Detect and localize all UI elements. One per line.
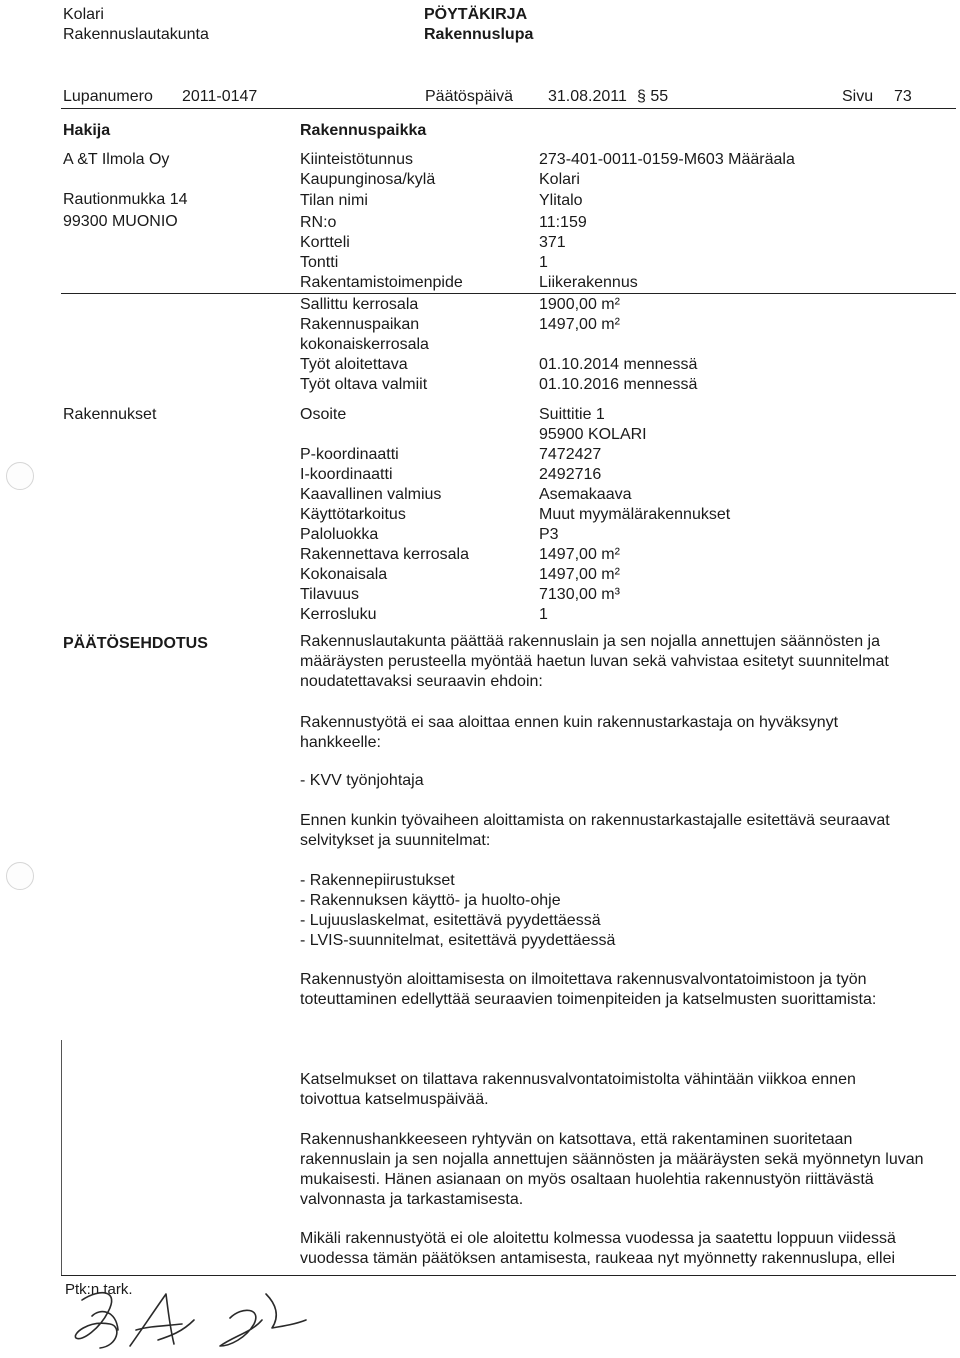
document-type: PÖYTÄKIRJA (424, 6, 528, 23)
site-label: Kortteli (300, 234, 350, 251)
building-label: Kaavallinen valmius (300, 486, 442, 503)
site-divider (61, 293, 956, 294)
board-name: Rakennuslautakunta (63, 26, 209, 43)
area-label: Työt aloitettava (300, 356, 408, 373)
permit-label: Lupanumero (63, 88, 153, 105)
list-item: - Lujuuslaskelmat, esitettävä pyydettäessä (300, 912, 601, 929)
punch-hole-bottom (6, 862, 34, 890)
site-label: Tontti (300, 254, 339, 271)
page-label: Sivu (842, 88, 874, 105)
building-value: 1 (539, 606, 548, 623)
decision-paragraph: Rakennushankkeeseen ryhtyvän on katsottava, että rakentaminen suoritetaan rakennuslain ja sen nojalla annettujen säännösten ja määräysten sekä myönnetyn luvan mukaisesti. Hänen asianaan on myös osaltaan huolehtia rakennustyön riittävästä valvonnasta ja tarkastamisesta. (300, 1131, 924, 1208)
site-label: Kiinteistötunnus (300, 151, 413, 168)
site-label: Tilan nimi (300, 192, 368, 209)
section-number: § 55 (637, 88, 669, 105)
site-value: 273-401-0011-0159-M603 Määräala (539, 151, 795, 168)
building-value: P3 (539, 526, 559, 543)
building-label: Käyttötarkoitus (300, 506, 406, 523)
site-heading: Rakennuspaikka (300, 122, 427, 139)
applicant-street: Rautionmukka 14 (63, 191, 188, 208)
building-value: Muut myymälärakennukset (539, 506, 731, 523)
site-value: 11:159 (539, 214, 587, 231)
building-label: Rakennettava kerrosala (300, 546, 469, 563)
punch-hole-top (6, 462, 34, 490)
building-label: I-koordinaatti (300, 466, 393, 483)
footer-divider (61, 1275, 956, 1276)
applicant-postal: 99300 MUONIO (63, 213, 178, 230)
site-value: 1 (539, 254, 548, 271)
meta-divider (61, 108, 956, 109)
decision-paragraph: - KVV työnjohtaja (300, 772, 424, 789)
margin-line (61, 1040, 62, 1275)
applicant-name: A &T Ilmola Oy (63, 151, 170, 168)
building-label: Kerrosluku (300, 606, 377, 623)
building-label: Paloluokka (300, 526, 379, 543)
area-value: 01.10.2016 mennessä (539, 376, 698, 393)
building-label: Tilavuus (300, 586, 359, 603)
inspector-signatures (70, 1280, 330, 1355)
site-label: RN:o (300, 214, 337, 231)
site-value: Ylitalo (539, 192, 583, 209)
decision-date: 31.08.2011 (548, 88, 627, 105)
decision-paragraph: Rakennustyön aloittamisesta on ilmoitettava rakennusvalvontatoimistoon ja työn toteuttaminen edellyttää seuraavien toimenpiteiden ja katselmusten suorittamista: (300, 971, 877, 1008)
permit-number: 2011-0147 (182, 88, 258, 105)
municipality: Kolari (63, 6, 104, 23)
building-label: Kokonaisala (300, 566, 388, 583)
applicant-heading: Hakija (63, 122, 111, 139)
list-item: - LVIS-suunnitelmat, esitettävä pyydettäessä (300, 932, 616, 949)
inspector-label: Ptk:n tark. (65, 1281, 133, 1298)
building-value: Asemakaava (539, 486, 632, 503)
decision-date-label: Päätöspäivä (425, 88, 514, 105)
decision-paragraph: Ennen kunkin työvaiheen aloittamista on rakennustarkastajalle esitettävä seuraavat selvitykset ja suunnitelmat: (300, 812, 890, 849)
building-label: P-koordinaatti (300, 446, 399, 463)
site-value: Kolari (539, 171, 580, 188)
decision-paragraph: Katselmukset on tilattava rakennusvalvontatoimistolta vähintään viikkoa ennen toivottua katselmuspäivää. (300, 1071, 856, 1108)
building-value: Suittitie 1 (539, 406, 605, 423)
building-value: 95900 KOLARI (539, 426, 647, 443)
decision-paragraph: Rakennuslautakunta päättää rakennuslain ja sen nojalla annettujen säännösten ja määräysten perusteella myöntää haetun luvan sekä vahvistaa esitetyt suunnitelmat noudatettavaksi seuraavin ehdoin: (300, 633, 889, 690)
area-value: 1497,00 m² (539, 316, 620, 333)
building-value: 7130,00 m³ (539, 586, 620, 603)
buildings-heading: Rakennukset (63, 406, 157, 423)
decision-paragraph: Rakennustyötä ei saa aloittaa ennen kuin rakennustarkastaja on hyväksynyt hankkeelle: (300, 714, 839, 751)
area-value: 01.10.2014 mennessä (539, 356, 698, 373)
area-value: 1900,00 m² (539, 296, 620, 313)
area-label: Sallittu kerrosala (300, 296, 419, 313)
building-label: Osoite (300, 406, 347, 423)
list-item: - Rakennuksen käyttö- ja huolto-ohje (300, 892, 561, 909)
site-label: Rakentamistoimenpide (300, 274, 463, 291)
list-item: - Rakennepiirustukset (300, 872, 455, 889)
site-value: Liikerakennus (539, 274, 638, 291)
area-label: Työt oltava valmiit (300, 376, 428, 393)
building-value: 1497,00 m² (539, 546, 620, 563)
site-label: Kaupunginosa/kylä (300, 171, 436, 188)
page-number: 73 (894, 88, 912, 105)
document-subtype: Rakennuslupa (424, 26, 534, 43)
area-label: Rakennuspaikan (300, 316, 420, 333)
decision-heading: PÄÄTÖSEHDOTUS (63, 635, 208, 652)
building-value: 1497,00 m² (539, 566, 620, 583)
building-value: 7472427 (539, 446, 602, 463)
building-value: 2492716 (539, 466, 602, 483)
decision-paragraph: Mikäli rakennustyötä ei ole aloitettu kolmessa vuodessa ja saatettu loppuun viidessä vuodessa tämän päätöksen antamisesta, raukeaa nyt myönnetty rakennuslupa, ellei (300, 1230, 896, 1267)
site-value: 371 (539, 234, 566, 251)
area-label: kokonaiskerrosala (300, 336, 429, 353)
